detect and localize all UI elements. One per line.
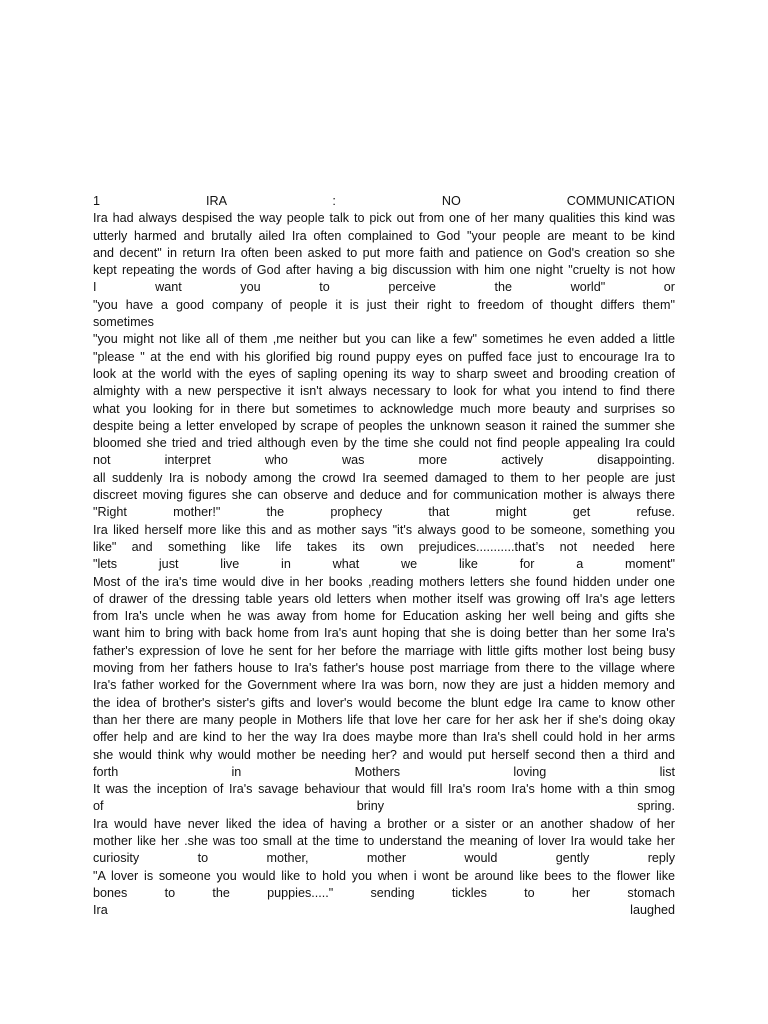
text-line: kept repeating the words of God after having a big discussion with him one night "cruelty is not how <box>93 263 675 278</box>
text-line: of drawer of the dressing table years old letters when mother itself was growing off Ira's age letters <box>93 591 675 606</box>
text-line: like" and something like life takes its own prejudices...........that’s not needed here <box>93 539 675 554</box>
text-line: look at the world with the eyes of sapling opening its way to sharp sweet and brooding creation of <box>93 366 675 381</box>
text-line: sometimes <box>93 315 154 330</box>
text-line: she would think why would mother be needing her? and would put herself second then a third and <box>93 747 675 762</box>
text-line: want him to bring with back home from Ira's aunt hoping that she is doing better than her some Ira's <box>93 626 675 641</box>
text-line: forth in Mothers loving list <box>93 764 675 779</box>
text-line: than her there are many people in Mothers life that love her care for her ask her if she's doing okay <box>93 712 675 727</box>
text-line: almighty with a new perspective it isn't always necessary to look for what you intend to find there <box>93 384 675 399</box>
text-line: "you have a good company of people it is just their right to freedom of thought differs them" <box>93 297 675 312</box>
text-line: discreet moving figures she can observe and deduce and for communication mother is always there <box>93 488 675 503</box>
text-line: mother like her .she was too small at the time to understand the meaning of lover Ira would take her <box>93 833 675 848</box>
chapter-heading: 1 IRA : NO COMMUNICATION <box>93 194 675 208</box>
text-line: Ira's father worked for the Government where Ira was born, now they are just a hidden memory and <box>93 678 675 693</box>
text-line: "Right mother!" the prophecy that might get refuse. <box>93 505 675 520</box>
text-line: utterly harmed and brutally ailed Ira often complained to God "your people are meant to be kind <box>93 228 675 243</box>
text-line: moving from her fathers house to Ira's father's house post marriage from there to the village where <box>93 661 675 676</box>
text-line: "A lover is someone you would like to hold you when i wont be around like bees to the flower like <box>93 868 675 883</box>
text-line: Ira had always despised the way people talk to pick out from one of her many qualities this kind was <box>93 211 675 226</box>
text-line: offer help and are kind to her the way Ira does maybe more than Ira's shell could hold in her arms <box>93 730 675 745</box>
text-line: not interpret who was more actively disappointing. <box>93 453 675 468</box>
text-line: Ira liked herself more like this and as mother says "it's always good to be someone, something you <box>93 522 675 537</box>
text-line: "please " at the end with his glorified big round puppy eyes on puffed face just to encourage Ira to <box>93 349 675 364</box>
text-line: despite being a letter enveloped by scrape of peoples the unknown season it rained the summer she <box>93 418 675 433</box>
text-line: and decent" in return Ira often been asked to put more faith and patience on God's creation so she <box>93 245 675 260</box>
text-line: Ira would have never liked the idea of having a brother or a sister or an another shadow of her <box>93 816 675 831</box>
text-line: "you might not like all of them ,me neither but you can like a few" sometimes he even added a little <box>93 332 675 347</box>
text-line: Most of the ira's time would dive in her books ,reading mothers letters she found hidden under one <box>93 574 675 589</box>
text-line: father's expression of love he sent for her before the marriage with little gifts mother lost being busy <box>93 643 675 658</box>
text-line: bloomed she tried and tried although even by the time she could not find people appealing Ira could <box>93 436 675 451</box>
text-line: I want you to perceive the world" or <box>93 280 675 295</box>
text-line: bones to the puppies....." sending tickles to her stomach <box>93 885 675 900</box>
text-line: the idea of brother's sister's gifts and lover's would become the blunt edge Ira came to know other <box>93 695 675 710</box>
text-line: of briny spring. <box>93 799 675 814</box>
text-line: It was the inception of Ira's savage behaviour that would fill Ira's room Ira's home with a thin smog <box>93 782 675 797</box>
text-line: curiosity to mother, mother would gently reply <box>93 851 675 866</box>
text-line: from Ira's uncle when he was away from home for Education asking her well being and gifts she <box>93 609 675 624</box>
text-line: all suddenly Ira is nobody among the crowd Ira seemed damaged to them to her people are just <box>93 470 675 485</box>
text-line: what you looking for in there but sometimes to acknowledge much more beauty and surprises so <box>93 401 675 416</box>
body-text <box>93 193 675 919</box>
text-line: Ira laughed <box>93 903 675 918</box>
text-line: "lets just live in what we like for a moment" <box>93 557 675 572</box>
